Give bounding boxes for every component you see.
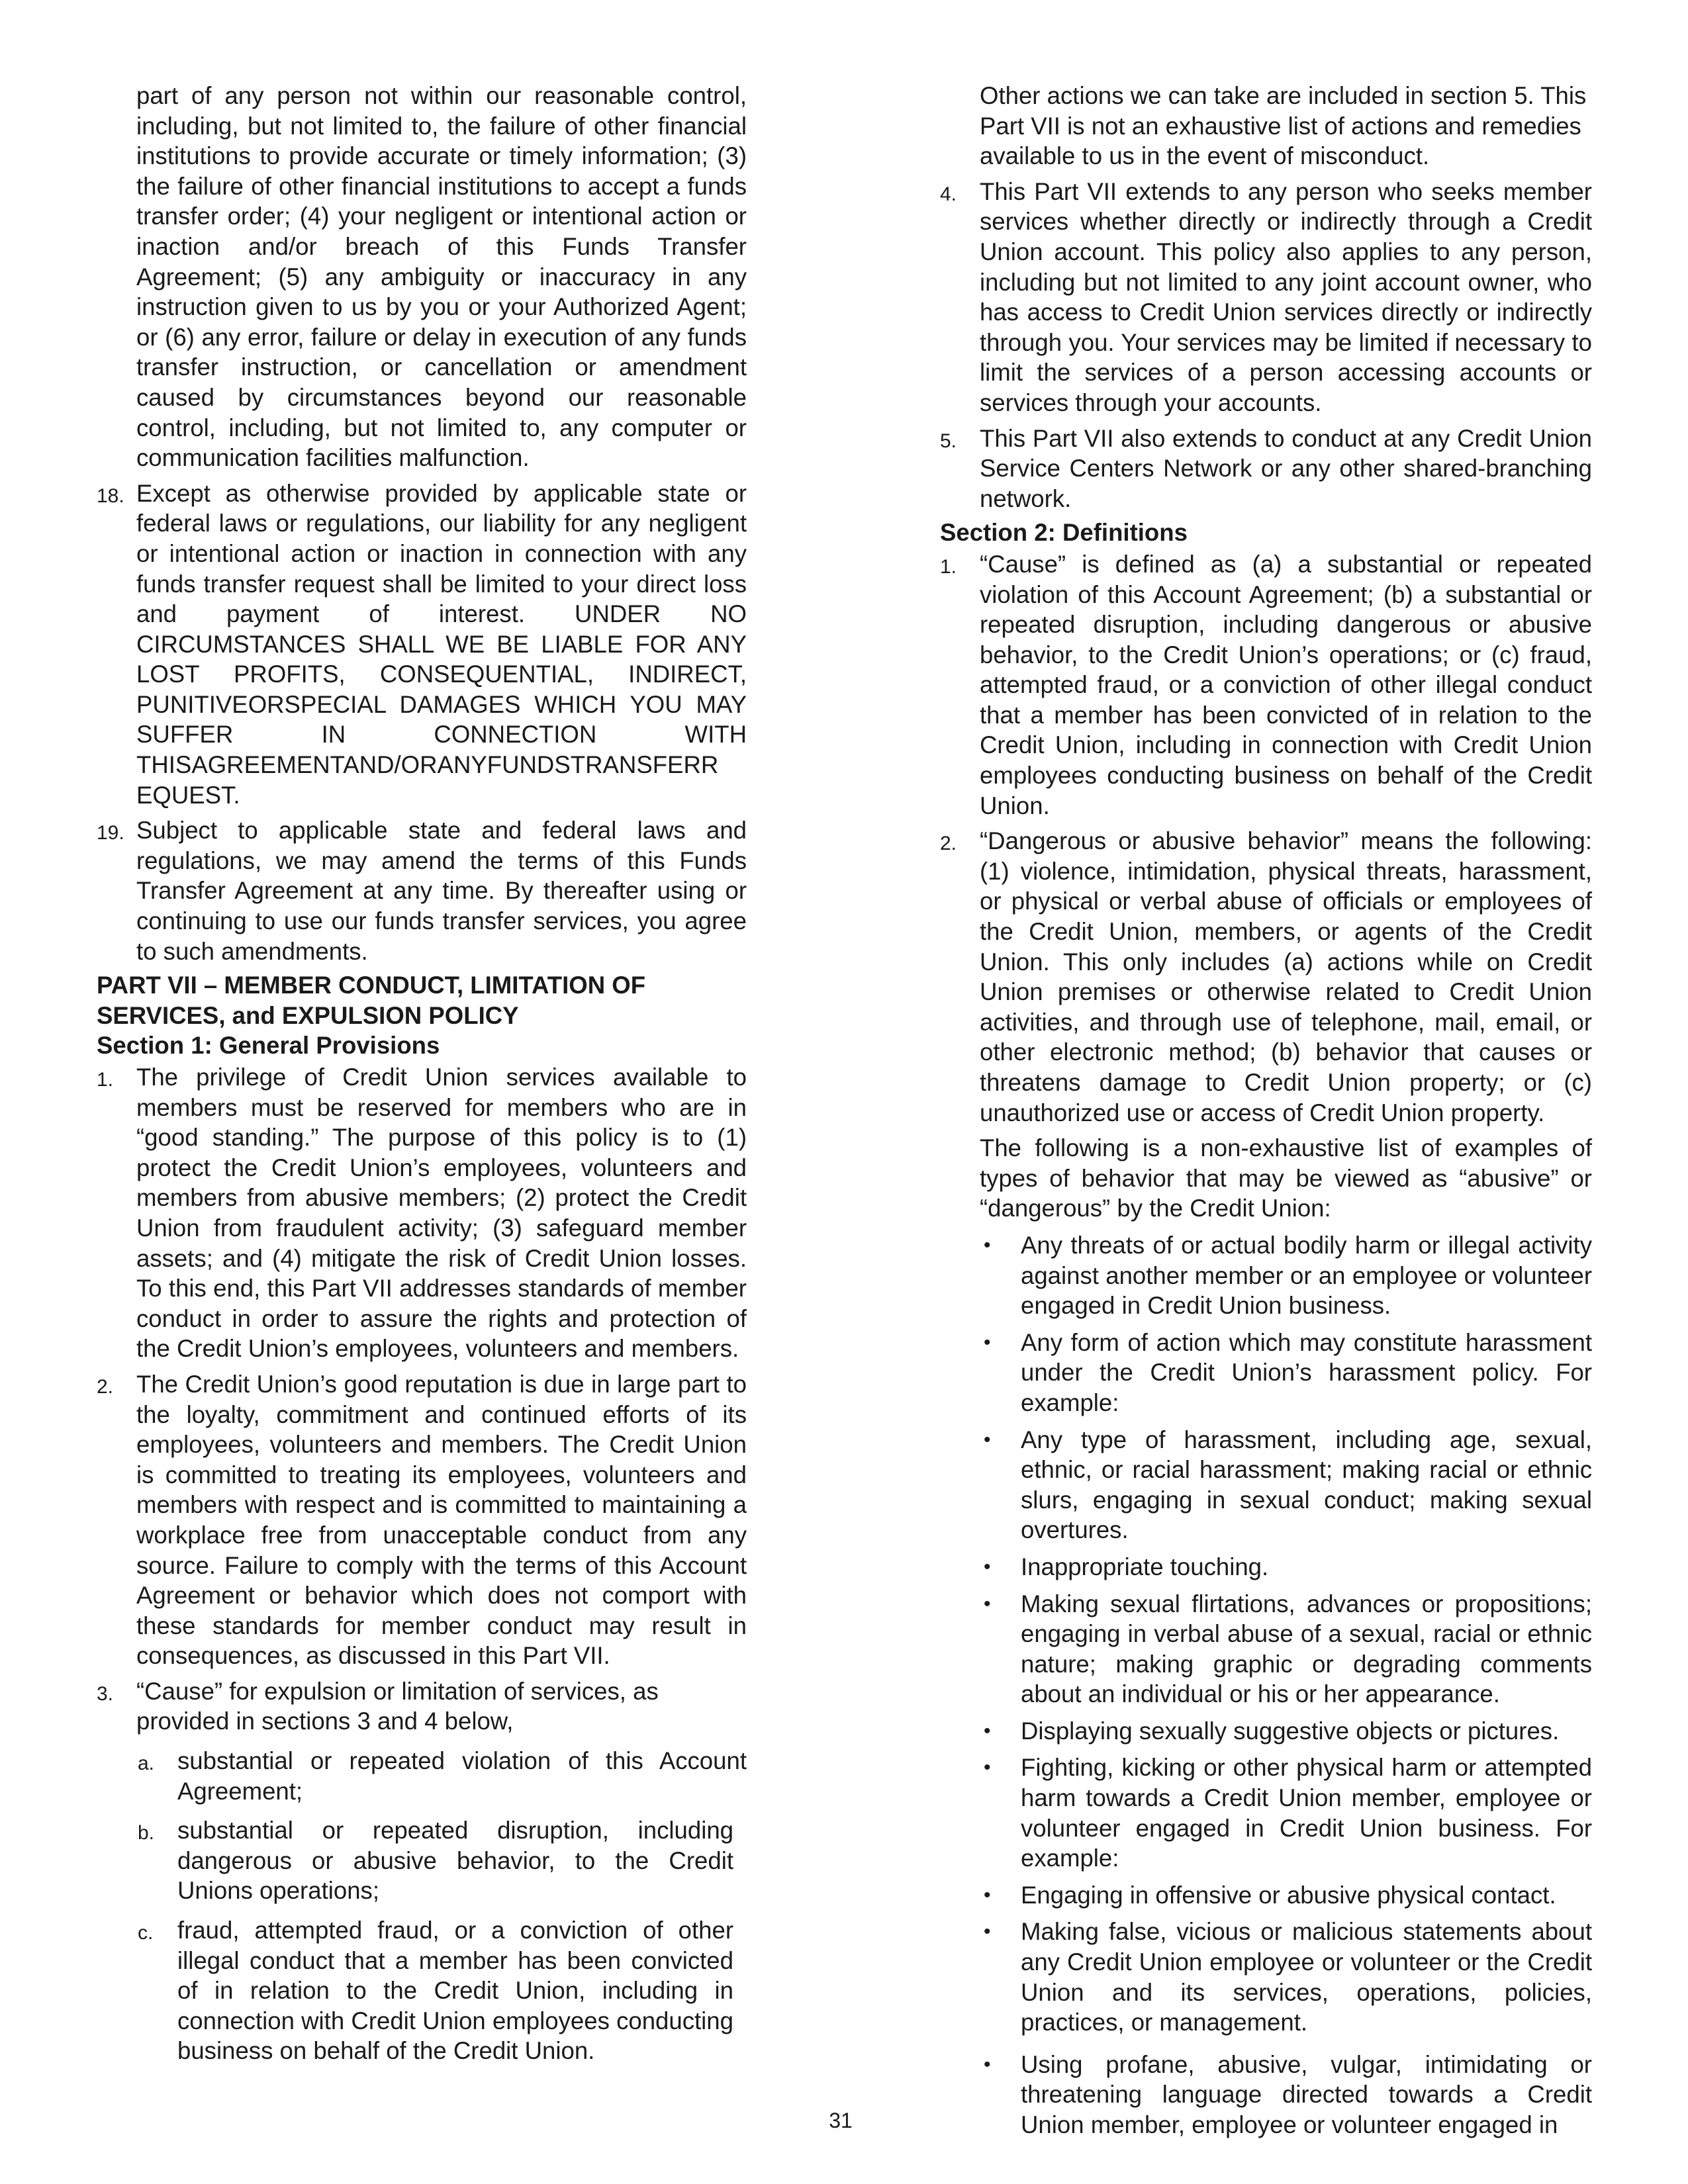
bullet-text: Fighting, kicking or other physical harm or attempted harm towards a Credit Union member, employee or volunteer engaged in Credit Union business. For example:	[1021, 1754, 1592, 1872]
bullet-text: Inappropriate touching.	[1021, 1553, 1269, 1580]
bullet-item	[940, 2050, 1592, 2140]
bullet-text: Making false, vicious or malicious statements about any Credit Union employee or volunteer or the Credit Union and its services, operations, policies, practices, or management.	[1021, 1918, 1592, 2036]
bullet-text: Any form of action which may constitute harassment under the Credit Union’s harassment policy. For example:	[1021, 1328, 1592, 1416]
list-item	[940, 177, 1592, 418]
item-text: The Credit Union’s good reputation is due in large part to the loyalty, commitment and continued efforts of its employees, volunteers and members. The Credit Union is committed to treating its employees, volunteers and members with respect and is committed to maintaining a workplace free from unacceptable conduct from any source. Failure to comply with the terms of this Account Agreement or behavior which does not comport with these standards for member conduct may result in consequences, as discussed in this Part VII.	[136, 1370, 747, 1670]
sub-item-letter: b.	[138, 1822, 155, 1844]
bullet-glyph: •	[984, 1555, 991, 1578]
definition-followup: The following is a non-exhaustive list of examples of types of behavior that may be viewed as “abusive” or “dangerous” by the Credit Union:	[980, 1134, 1592, 1222]
list-item	[97, 1369, 747, 1671]
definition-item	[940, 549, 1592, 821]
item-number: 2.	[940, 833, 957, 855]
item-number: 1.	[97, 1069, 114, 1091]
bullet-item	[940, 1716, 1592, 1747]
sub-item	[97, 1915, 747, 2066]
sub-item	[97, 1815, 747, 1906]
item-number: 1.	[940, 555, 957, 578]
list-item	[97, 1062, 747, 1364]
bullet-item	[940, 1230, 1592, 1321]
item-text: This Part VII also extends to conduct at any Credit Union Service Centers Network or any other shared-branching network.	[980, 424, 1592, 512]
bullet-text: Making sexual flirtations, advances or propositions; engaging in verbal abuse of a sexual, racial or ethnic nature; making graphic or degrading comments about an individual or his or her appearance.	[1021, 1590, 1592, 1708]
section-heading: Section 2: Definitions	[940, 519, 1188, 547]
bullet-text: Displaying sexually suggestive objects or pictures.	[1021, 1717, 1560, 1745]
bullet-item	[940, 1552, 1592, 1582]
page-number: 31	[829, 2109, 853, 2132]
continued-paragraph: Other actions we can take are included in section 5. This Part VII is not an exhaustive list of actions and remedies available to us in the event of misconduct.	[980, 82, 1587, 170]
bullet-glyph: •	[984, 1884, 991, 1906]
definition-item	[940, 826, 1592, 1128]
bullet-glyph: •	[984, 1234, 991, 1256]
bullet-text: Using profane, abusive, vulgar, intimidating or threatening language directed towards a Credit Union member, employee or volunteer engaged in	[1021, 2050, 1592, 2138]
bullet-item	[940, 1425, 1592, 1545]
left-column	[97, 81, 747, 2066]
sub-item	[97, 1746, 747, 1806]
item-number: 4.	[940, 183, 957, 205]
sub-item-text: substantial or repeated violation of this Account Agreement;	[177, 1747, 747, 1805]
item-number: 3.	[97, 1682, 114, 1705]
item-text: The privilege of Credit Union services available to members must be reserved for members who are in “good standing.” The purpose of this policy is to (1) protect the Credit Union’s employees, volunteers and members from abusive members; (2) protect the Credit Union from fraudulent activity; (3) safeguard member assets; and (4) mitigate the risk of Credit Union losses. To this end, this Part VII addresses standards of member conduct in order to assure the rights and protection of the Credit Union’s employees, volunteers and members.	[136, 1064, 747, 1363]
item-text: Except as otherwise provided by applicable state or federal laws or regulations, our liability for any negligent or intentional action or inaction in connection with any funds transfer request shall be limited to your direct loss and payment of interest. UNDER NO CIRCUMSTANCES SHALL WE BE LIABLE FOR ANY LOST PROFITS, CONSEQUENTIAL, INDIRECT, PUNITIVEORSPECIAL DAMAGES WHICH YOU MAY SUFFER IN CONNECTION WITH THISAGREEMENTAND/ORANYFUNDSTRANSFERR EQUEST.	[136, 479, 747, 809]
bullet-glyph: •	[984, 1592, 991, 1615]
bullet-item	[940, 1589, 1592, 1709]
bullet-glyph: •	[984, 2053, 991, 2075]
sub-item-text: fraud, attempted fraud, or a conviction of other illegal conduct that a member has been convicted of in relation to the Credit Union, including in connection with Credit Union employees conducting business on behalf of the Credit Union.	[177, 1917, 733, 2065]
bullet-text: Any threats of or actual bodily harm or illegal activity against another member or an employee or volunteer engaged in Credit Union business.	[1021, 1231, 1592, 1320]
item-number: 19.	[97, 822, 124, 844]
list-item	[940, 424, 1592, 514]
sub-item-letter: c.	[138, 1922, 154, 1944]
sub-item-text: substantial or repeated disruption, including dangerous or abusive behavior, to the Credit Unions operations;	[177, 1817, 733, 1905]
bullet-text: Engaging in offensive or abusive physical contact.	[1021, 1881, 1556, 1909]
bullet-glyph: •	[984, 1428, 991, 1451]
item-text: “Dangerous or abusive behavior” means the following: (1) violence, intimidation, physical threats, harassment, or physical or verbal abuse of officials or employees of the Credit Union, members, or agents of the Credit Union. This only includes (a) actions while on Credit Union premises or otherwise related to Credit Union activities, and through use of telephone, mail, email, or other electronic method; (b) behavior that causes or threatens damage to Credit Union property; or (c) unauthorized use or access of Credit Union property.	[980, 827, 1592, 1126]
bullet-item	[940, 1917, 1592, 2037]
bullet-glyph: •	[984, 1719, 991, 1742]
list-item	[97, 1676, 747, 1737]
bullet-item	[940, 1880, 1592, 1911]
bullet-glyph: •	[984, 1921, 991, 1943]
item-text: Subject to applicable state and federal laws and regulations, we may amend the terms of this Funds Transfer Agreement at any time. By thereafter using or continuing to use our funds transfer services, you agree to such amendments.	[136, 817, 747, 965]
item-number: 18.	[97, 484, 124, 507]
bullet-item	[940, 1752, 1592, 1873]
bullet-text: Any type of harassment, including age, sexual, ethnic, or racial harassment; making racial or ethnic slurs, engaging in sexual conduct; making sexual overtures.	[1021, 1426, 1592, 1544]
item-text: “Cause” is defined as (a) a substantial or repeated violation of this Account Agreement; (b) a substantial or repeated disruption, including dangerous or abusive behavior, to the Credit Union’s operations; or (c) fraud, attempted fraud, or a conviction of other illegal conduct that a member has been convicted of in relation to the Credit Union, including in connection with Credit Union employees conducting business on behalf of the Credit Union.	[980, 550, 1592, 819]
item-text: “Cause” for expulsion or limitation of services, as provided in sections 3 and 4 below,	[136, 1677, 659, 1735]
bullet-glyph: •	[984, 1756, 991, 1779]
bullet-item	[940, 1328, 1592, 1418]
list-item-19	[97, 815, 747, 966]
continued-paragraph: part of any person not within our reasonable control, including, but not limited to, the failure of other financial institutions to provide accurate or timely information; (3) the failure of other financial institutions to accept a funds transfer order; (4) your negligent or intentional action or inaction and/or breach of this Funds Transfer Agreement; (5) any ambiguity or inaccuracy in any instruction given to us by you or your Authorized Agent; or (6) any error, failure or delay in execution of any funds transfer instruction, or cancellation or amendment caused by circumstances beyond our reasonable control, including, but not limited to, any computer or communication facilities malfunction.	[136, 82, 747, 472]
item-number: 5.	[940, 430, 957, 452]
part-heading: PART VII – MEMBER CONDUCT, LIMITATION OF SERVICES, and EXPULSION POLICY	[97, 972, 646, 1029]
list-item-18	[97, 478, 747, 811]
sub-item-letter: a.	[138, 1752, 155, 1775]
right-column	[940, 81, 1592, 2140]
section-heading: Section 1: General Provisions	[97, 1032, 440, 1060]
item-number: 2.	[97, 1375, 114, 1398]
item-text: This Part VII extends to any person who seeks member services whether directly or indirectly through a Credit Union account. This policy also applies to any person, including but not limited to any joint account owner, who has access to Credit Union services directly or indirectly through you. Your services may be limited if necessary to limit the services of a person accessing accounts or services through your accounts.	[980, 177, 1592, 416]
bullet-glyph: •	[984, 1331, 991, 1353]
